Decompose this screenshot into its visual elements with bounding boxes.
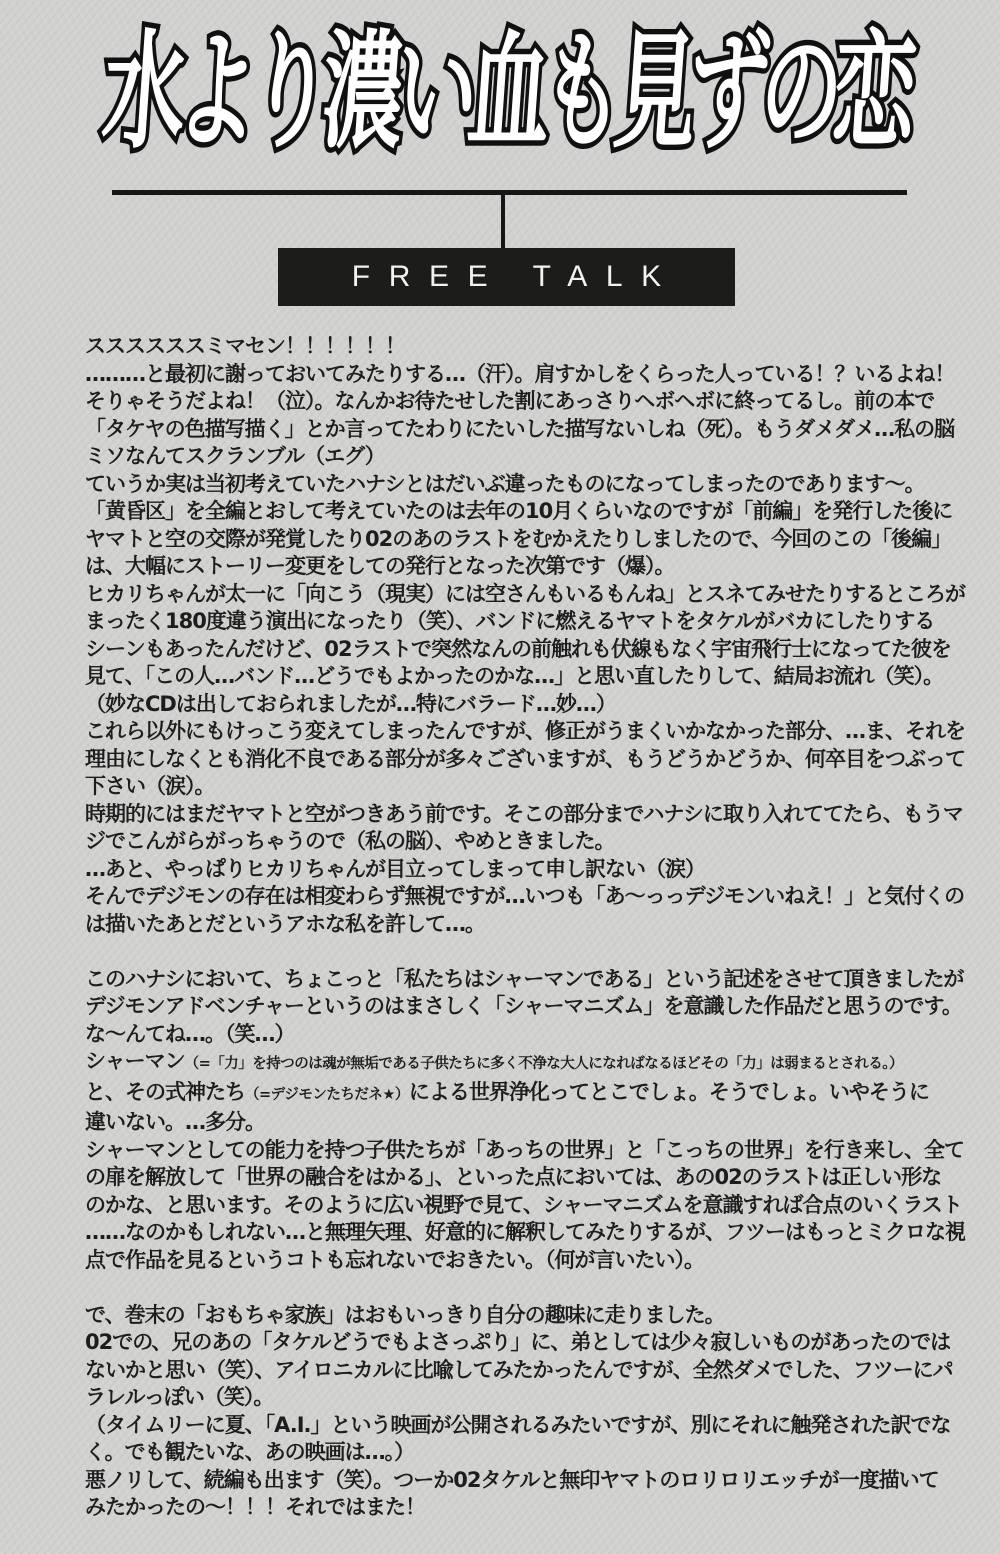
text-line: 違いない。…多分。 <box>85 1110 265 1134</box>
text-line: と、その式神たち（=デジモンたちだネ★）による世界浄化ってとこでしょ。そうでしょ。いやそうに <box>85 1079 929 1104</box>
text-line: 02での、兄のあの「タケルどうでもよさっぷり」に、弟としては少々寂しいものがあったのでは <box>85 1330 951 1354</box>
text-line: で、巻末の「おもちゃ家族」はおもいっきり自分の趣味に走りました。 <box>85 1302 725 1327</box>
text-line: ススススススミマセン！！！！！！ <box>85 334 405 358</box>
text-line: ラレルっぽい（笑）。 <box>85 1385 274 1409</box>
text-line: これら以外にもけっこう変えてしまったんですが、修正がうまくいかなかった部分、…ま、それを <box>85 719 965 743</box>
page-title: 水より濃い血も見ずの恋 <box>98 19 912 167</box>
banner-label: FREE TALK <box>351 260 680 293</box>
text-line: の扉を解放して「世界の融合をはかる」、といった点においては、あの02のラストは正しい形な <box>85 1165 942 1189</box>
text-line: ヒカリちゃんが太一に「向こう（現実）には空さんもいるもんね」とスネてみせたりするところが <box>85 581 965 606</box>
text-line: ミソなんてスクランブル（エグ） <box>85 444 385 468</box>
freetalk-body <box>85 333 965 1522</box>
text-line: 理由にしなくとも消化不良である部分が多々ございますが、もうどうかどうか、何卒目をつぶって <box>85 746 965 771</box>
text-line: ジでこんがらがっちゃうので（私の脳）、やめときました。 <box>85 829 615 853</box>
text-line: ていうか実は当初考えていたハナシとはだいぶ違ったものになってしまったのであります〜。 <box>85 471 925 496</box>
text-line: 点で作品を見るというコトも忘れないでおきたい。（何が言いたい）。 <box>85 1247 704 1272</box>
text-line: 見て、「この人…バンド…どうでもよかったのかな…」と思い直したりして、結局お流れ（笑）。 <box>85 664 944 688</box>
text-line: は、大幅にストーリー変更をしての発行となった次第です（爆）。 <box>85 554 675 578</box>
text-line: …あと、やっぱりヒカリちゃんが目立ってしまって申し訳ない（涙） <box>85 856 705 881</box>
text-line: ………と最初に謝っておいてみたりする…（汗）。肩すかしをくらった人っている！？いるよね！ <box>85 361 955 386</box>
text-line: ヤマトと空の交際が発覚したり02のあのラストをむかえたりしましたので、今回のこの「後編」 <box>85 526 952 551</box>
text-line: な〜んてね…。（笑…） <box>85 1021 295 1046</box>
text-line <box>85 1274 965 1302</box>
text-line: く。でも観たいな、あの映画は…。） <box>85 1440 415 1464</box>
text-line: （妙なCDは出しておられましたが…特にバラード…妙…） <box>85 691 616 716</box>
freetalk-banner <box>278 248 735 306</box>
text-line: そんでデジモンの存在は相変わらず無視ですが…いつも「あ〜っっデジモンいねえ！」と気付くの <box>85 884 965 908</box>
text-line: まったく180度違う演出になったり（笑）、バンドに燃えるヤマトをタケルがバカにしたりする <box>85 609 935 633</box>
title-underline <box>112 190 907 195</box>
text-line <box>85 938 965 966</box>
text-line: は描いたあとだというアホな私を許して…。 <box>85 911 485 936</box>
text-line: （タイムリーに夏、「A.I.」という映画が公開されるみたいですが、別にそれに触発された訳でな <box>85 1412 951 1437</box>
text-line: シャーマンとしての能力を持つ子供たちが「あっちの世界」と「こっちの世界」を行き来し、全て <box>85 1137 964 1162</box>
text-line: 「黄昏区」を全編とおして考えていたのは去年の10月くらいなのですが「前編」を発行した後に <box>85 499 953 523</box>
text-line: ないかと思い（笑）、アイロニカルに比喩してみたかったんですが、全然ダメでした、フツーにパ <box>85 1357 953 1382</box>
text-line: のかな、と思います。そのように広い視野で見て、シャーマニズムを意識すれば合点のいくラスト <box>85 1192 962 1217</box>
text-line: 「タケヤの色描写描く」とか言ってたわりにたいした描写ないしね（死）。もうダメダメ…私の脳 <box>85 416 955 441</box>
text-line: ……なのかもしれない…と無理矢理、好意的に解釈してみたりするが、フツーはもっとミクロな視 <box>85 1220 965 1244</box>
text-line: みたかったの〜！！！それではまた！ <box>85 1495 425 1519</box>
text-line: 下さい（涙）。 <box>85 774 215 798</box>
text-line: そりゃそうだよね！（泣）。なんかお待たせした割にあっさりヘボヘボに終ってるし。前の本で <box>85 389 935 413</box>
text-line: 時期的にはまだヤマトと空がつきあう前です。そこの部分までハナシに取り入れててたら、もうマ <box>85 801 963 826</box>
text-line: シャーマン（=「力」を持つのは魂が無垢である子供たちに多く不浄な大人になればなるほどその「力」は弱まるとされる。） <box>85 1049 903 1073</box>
text-line: シーンもあったんだけど、02ラストで突然なんの前触れも伏線もなく宇宙飛行士になってた彼を <box>85 636 951 661</box>
text-line: 悪ノリして、続編も出ます（笑）。つーか02タケルと無印ヤマトのロリロリエッチが一度描いて <box>85 1467 939 1492</box>
connector-line <box>501 190 505 250</box>
text-line: デジモンアドベンチャーというのはまさしく「シャーマニズム」を意識した作品だと思うのです。 <box>85 994 962 1018</box>
text-line: このハナシにおいて、ちょこっと「私たちはシャーマンである」という記述をさせて頂きましたが <box>85 966 964 991</box>
